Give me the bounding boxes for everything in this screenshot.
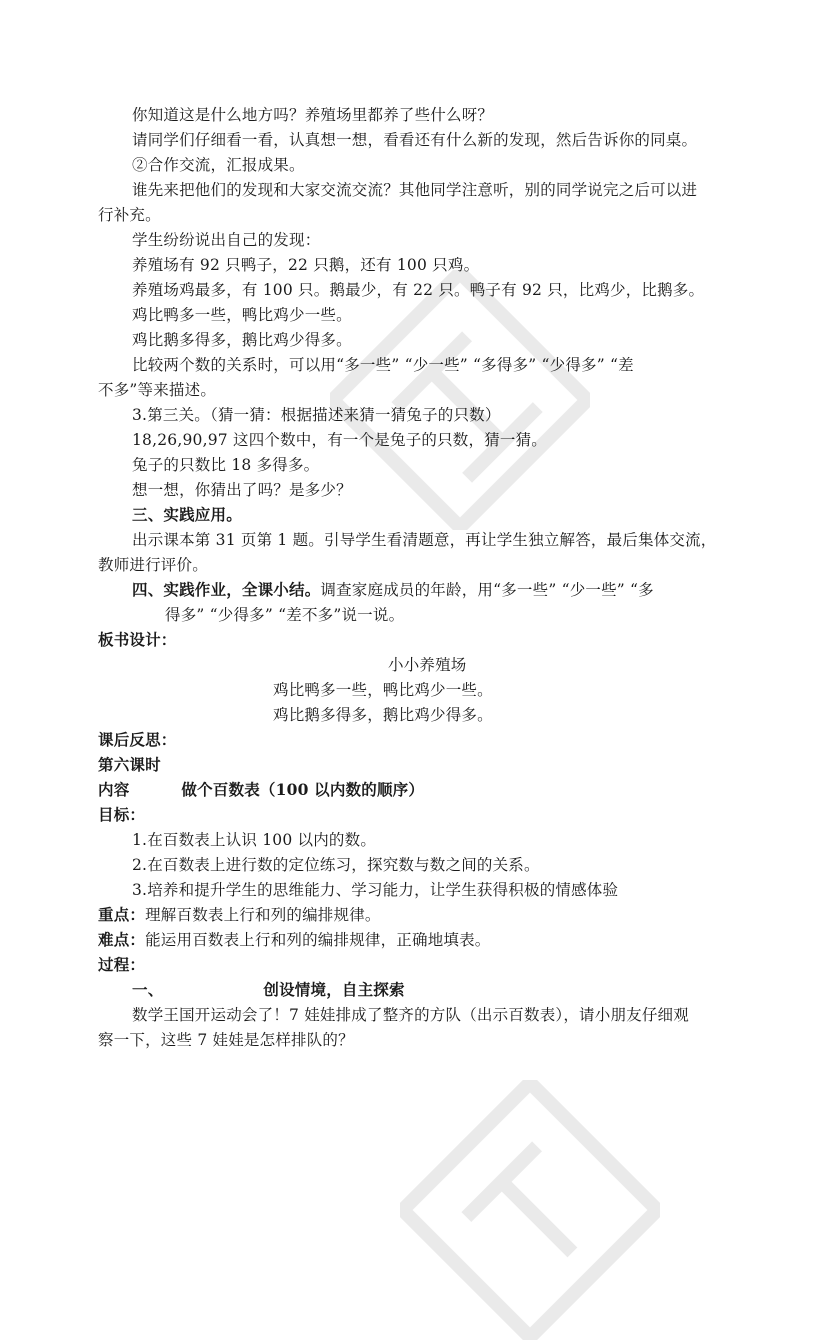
lesson-title: 第六课时 xyxy=(98,755,161,774)
paragraph: 行补充。 xyxy=(98,206,161,224)
paragraph: ②合作交流，汇报成果。 xyxy=(132,156,305,174)
content-label: 内容 xyxy=(98,780,130,799)
board-title: 小小养殖场 xyxy=(388,656,467,674)
section-heading: 目标： xyxy=(98,805,146,824)
step-heading xyxy=(132,979,782,1001)
paragraph: 察一下，这些 7 娃娃是怎样排队的？ xyxy=(98,1031,354,1049)
watermark-icon xyxy=(400,1080,660,1340)
board-line: 鸡比鹅多得多，鹅比鸡少得多。 xyxy=(273,706,493,724)
key-point xyxy=(98,904,748,926)
paragraph: 得多” “少得多” “差不多”说一说。 xyxy=(165,606,405,624)
section-heading: 课后反思： xyxy=(98,730,177,749)
paragraph: 鸡比鹅多得多，鹅比鸡少得多。 xyxy=(132,331,352,349)
difficulty xyxy=(98,929,748,951)
section-heading: 板书设计： xyxy=(98,630,177,649)
goal-item: 2.在百数表上进行数的定位练习，探究数与数之间的关系。 xyxy=(132,856,540,874)
paragraph: 养殖场鸡最多，有 100 只。鹅最少，有 22 只。鸭子有 92 只，比鸡少，比鹅多。 xyxy=(132,281,705,299)
paragraph: 数学王国开运动会了！7 娃娃排成了整齐的方队（出示百数表），请小朋友仔细观 xyxy=(132,1006,689,1024)
paragraph: 请同学们仔细看一看，认真想一想，看看还有什么新的发现，然后告诉你的同桌。 xyxy=(132,131,698,149)
paragraph: 出示课本第 31 页第 1 题。引导学生看清题意，再让学生独立解答，最后集体交流， xyxy=(132,531,717,549)
board-line: 鸡比鸭多一些，鸭比鸡少一些。 xyxy=(273,681,493,699)
difficulty-label: 难点： xyxy=(98,930,146,949)
paragraph: 你知道这是什么地方吗？养殖场里都养了些什么呀？ xyxy=(132,106,494,124)
paragraph: 谁先来把他们的发现和大家交流交流？其他同学注意听，别的同学说完之后可以进 xyxy=(132,181,698,199)
section-heading: 三、实践应用。 xyxy=(132,505,242,524)
difficulty-text: 能运用百数表上行和列的编排规律，正确地填表。 xyxy=(145,931,491,949)
paragraph: 想一想，你猜出了吗？是多少？ xyxy=(132,481,352,499)
paragraph-text: 调查家庭成员的年龄，用“多一些” “少一些” “多 xyxy=(320,581,654,599)
paragraph: 比较两个数的关系时，可以用“多一些” “少一些” “多得多” “少得多” “差 xyxy=(132,356,634,374)
paragraph: 教师进行评价。 xyxy=(98,556,208,574)
paragraph: 18,26,90,97 这四个数中，有一个是兔子的只数，猜一猜。 xyxy=(132,431,548,449)
key-point-text: 理解百数表上行和列的编排规律。 xyxy=(145,906,381,924)
paragraph: 不多”等来描述。 xyxy=(98,381,217,399)
key-point-label: 重点： xyxy=(98,905,146,924)
paragraph: 学生纷纷说出自己的发现： xyxy=(132,231,321,249)
paragraph: 兔子的只数比 18 多得多。 xyxy=(132,456,320,474)
step-title: 创设情境，自主探索 xyxy=(263,980,405,999)
paragraph: 养殖场有 92 只鸭子，22 只鹅，还有 100 只鸡。 xyxy=(132,256,480,274)
paragraph: 3.第三关。（猜一猜：根据描述来猜一猜兔子的只数） xyxy=(132,406,501,424)
paragraph: 鸡比鸭多一些，鸭比鸡少一些。 xyxy=(132,306,352,324)
section-heading: 四、实践作业，全课小结。 xyxy=(132,580,321,599)
content-title: 做个百数表（100 以内数的顺序） xyxy=(181,780,425,799)
section-heading: 过程： xyxy=(98,955,146,974)
goal-item: 3.培养和提升学生的思维能力、学习能力，让学生获得积极的情感体验 xyxy=(132,881,619,899)
goal-item: 1.在百数表上认识 100 以内的数。 xyxy=(132,831,377,849)
paragraph xyxy=(132,579,782,601)
step-number: 一、 xyxy=(132,980,164,999)
content-row xyxy=(98,779,748,801)
